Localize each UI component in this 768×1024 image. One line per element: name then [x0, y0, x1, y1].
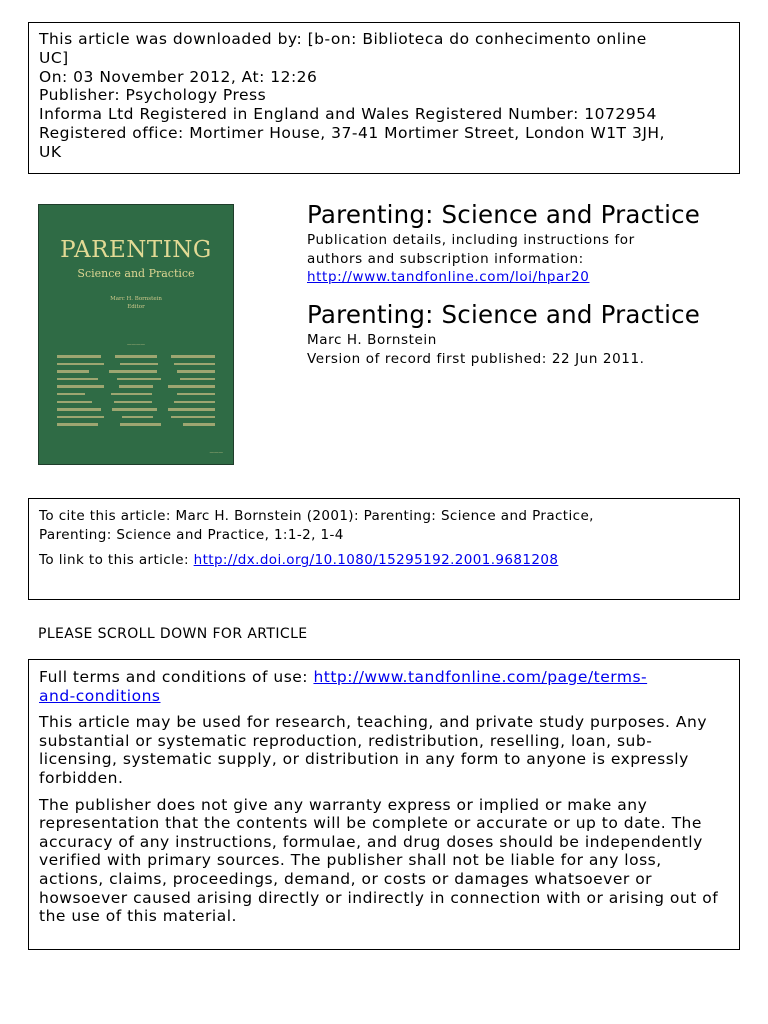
citation-text — [39, 507, 729, 544]
download-notice-line: Publisher: Psychology Press — [39, 86, 267, 105]
cover-subtitle: Science and Practice — [77, 267, 195, 280]
download-notice-line: This article was downloaded by: [b-on: Biblioteca do conhecimento online — [39, 30, 647, 48]
doi-link[interactable]: http://dx.doi.org/10.1080/15295192.2001.9681208 — [193, 552, 559, 569]
disclaimer-paragraph: The publisher does not give any warranty express or implied or make any representation that the contents will be complete or accurate or up to date. The accuracy of any instructions, formulae, and drug doses should be independently verified with primary sources. The publisher shall not be liable for any loss, actions, claims, proceedings, demand, or costs or damages whatsoever or howsoever caused arising directly or indirectly in connection with or arising out of the use of this material. — [39, 795, 719, 926]
cover-editor-name: Marc H. Bornstein — [110, 296, 162, 302]
publication-details-line: Publication details, including instructions for — [307, 232, 635, 248]
journal-url-link[interactable]: http://www.tandfonline.com/loi/hpar20 — [307, 269, 590, 286]
cover-issn: ——— — [209, 451, 223, 456]
publication-details-line: authors and subscription information: — [307, 250, 584, 267]
terms-label: Full terms and conditions of use: — [39, 668, 314, 686]
cover-editor-role: Editor — [127, 304, 145, 310]
journal-title: Parenting: Science and Practice — [307, 200, 701, 229]
doi-line — [39, 551, 729, 570]
cover-editorial-board — [57, 353, 215, 423]
terms-of-use — [39, 668, 729, 705]
terms-link-line2: and-conditions — [39, 686, 161, 705]
doi-label: To link to this article: — [39, 552, 194, 569]
usage-paragraph: This article may be used for research, teaching, and private study purposes. Any substantial or systematic reproduction, redistribution, reselling, loan, sub-licensing, systematic supply, or distribution in any form to anyone is expressly forbidden. — [39, 713, 708, 787]
cover-editor — [39, 295, 233, 311]
download-notice-box — [28, 22, 740, 174]
terms-link-line1: http://www.tandfonline.com/page/terms- — [313, 668, 648, 686]
cover-title: PARENTING — [60, 237, 212, 263]
scroll-notice: PLEASE SCROLL DOWN FOR ARTICLE — [38, 626, 308, 642]
article-title: Parenting: Science and Practice — [307, 300, 701, 329]
cover-board-heading: ———— — [127, 343, 145, 348]
journal-cover-image — [38, 204, 234, 465]
download-notice-line: UK — [39, 142, 62, 161]
download-notice-line: UC] — [39, 48, 69, 67]
article-version: Version of record first published: 22 Jun 2011. — [307, 350, 645, 367]
article-author: Marc H. Bornstein — [307, 332, 437, 348]
download-notice-line: Informa Ltd Registered in England and Wales Registered Number: 1072954 — [39, 105, 657, 124]
publication-details — [307, 231, 635, 287]
download-notice-line: Registered office: Mortimer House, 37-41 Mortimer Street, London W1T 3JH, — [39, 123, 665, 142]
download-notice-line: On: 03 November 2012, At: 12:26 — [39, 67, 318, 86]
citation-text-line1: Marc H. Bornstein (2001): Parenting: Science and Practice, — [175, 508, 594, 524]
terms-box — [28, 659, 740, 950]
citation-text-line2: Parenting: Science and Practice, 1:1-2, 1-4 — [39, 526, 344, 543]
citation-box — [28, 498, 740, 600]
citation-label: To cite this article: — [39, 508, 176, 524]
article-meta — [307, 331, 645, 368]
